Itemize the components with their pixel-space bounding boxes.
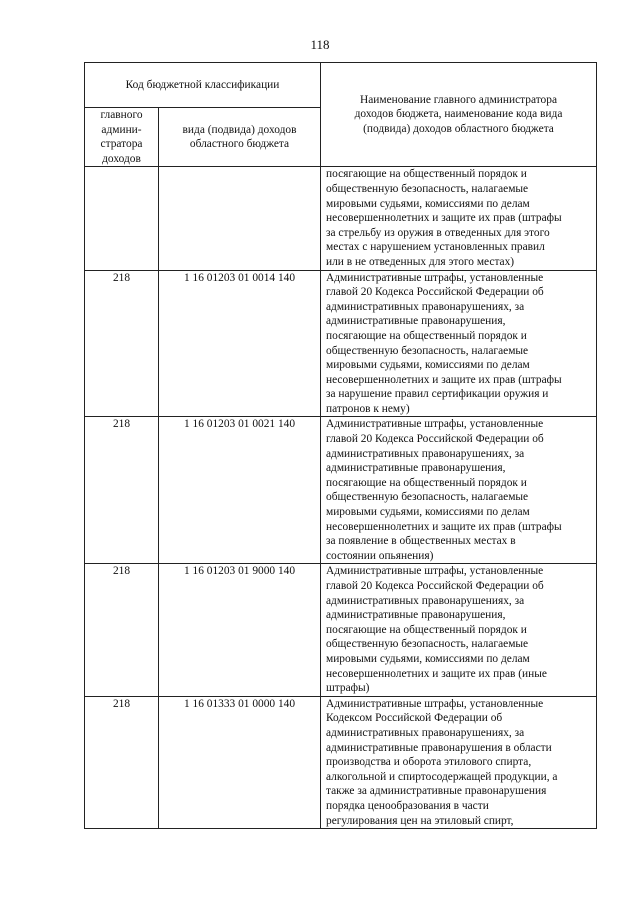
table-row (85, 417, 597, 564)
revenue-name-cell: посягающие на общественный порядок и общественную безопасность, налагаемые мировыми судьями, комиссиями по делам несовершеннолетних и защите их прав (штрафы за стрельбу из оружия в отведенных для этого местах с нарушением установленных правил или в не отведенных для этого местах) (321, 167, 597, 270)
admin-code-cell: 218 (85, 270, 159, 417)
revenue-name-cell: Административные штрафы, установленные главой 20 Кодекса Российской Федерации об административных правонарушениях, за административные правонарушения, посягающие на общественный порядок и общественную безопасность, налагаемые мировыми судьями, комиссиями по делам несовершеннолетних и защите их прав (штрафы за появление в общественных местах в состоянии опьянения) (321, 417, 597, 564)
revenue-code-cell (159, 167, 321, 270)
header-group-cell: Код бюджетной классификации (85, 63, 321, 108)
table-row (85, 270, 597, 417)
header-name-cell: Наименование главного администратора доходов бюджета, наименование кода вида (подвида) доходов областного бюджета (321, 63, 597, 167)
admin-code-cell: 218 (85, 696, 159, 828)
admin-code-cell: 218 (85, 564, 159, 696)
revenue-code-cell: 1 16 01203 01 9000 140 (159, 564, 321, 696)
table-row (85, 167, 597, 270)
table-row (85, 564, 597, 696)
revenue-name-cell: Административные штрафы, установленные главой 20 Кодекса Российской Федерации об административных правонарушениях, за административные правонарушения, посягающие на общественный порядок и общественную безопасность, налагаемые мировыми судьями, комиссиями по делам несовершеннолетних и защите их прав (иные штрафы) (321, 564, 597, 696)
header-row (85, 63, 597, 108)
revenue-code-cell: 1 16 01333 01 0000 140 (159, 696, 321, 828)
table-row (85, 696, 597, 828)
header-admin-cell: главного админи- стратора доходов (85, 108, 159, 167)
header-code-cell: вида (подвида) доходов областного бюджета (159, 108, 321, 167)
budget-classification-table (84, 62, 597, 829)
revenue-name-cell: Административные штрафы, установленные главой 20 Кодекса Российской Федерации об административных правонарушениях, за административные правонарушения, посягающие на общественный порядок и общественную безопасность, налагаемые мировыми судьями, комиссиями по делам несовершеннолетних и защите их прав (штрафы за нарушение правил сертификации оружия и патронов к нему) (321, 270, 597, 417)
admin-code-cell: 218 (85, 417, 159, 564)
revenue-code-cell: 1 16 01203 01 0014 140 (159, 270, 321, 417)
revenue-name-cell: Административные штрафы, установленные Кодексом Российской Федерации об административных правонарушениях, за административные правонарушения в области производства и оборота этилового спирта, алкогольной и спиртосодержащей продукции, а также за административные правонарушения порядка ценообразования в части регулирования цен на этиловый спирт, (321, 696, 597, 828)
revenue-code-cell: 1 16 01203 01 0021 140 (159, 417, 321, 564)
admin-code-cell (85, 167, 159, 270)
page-number: 118 (310, 37, 330, 52)
